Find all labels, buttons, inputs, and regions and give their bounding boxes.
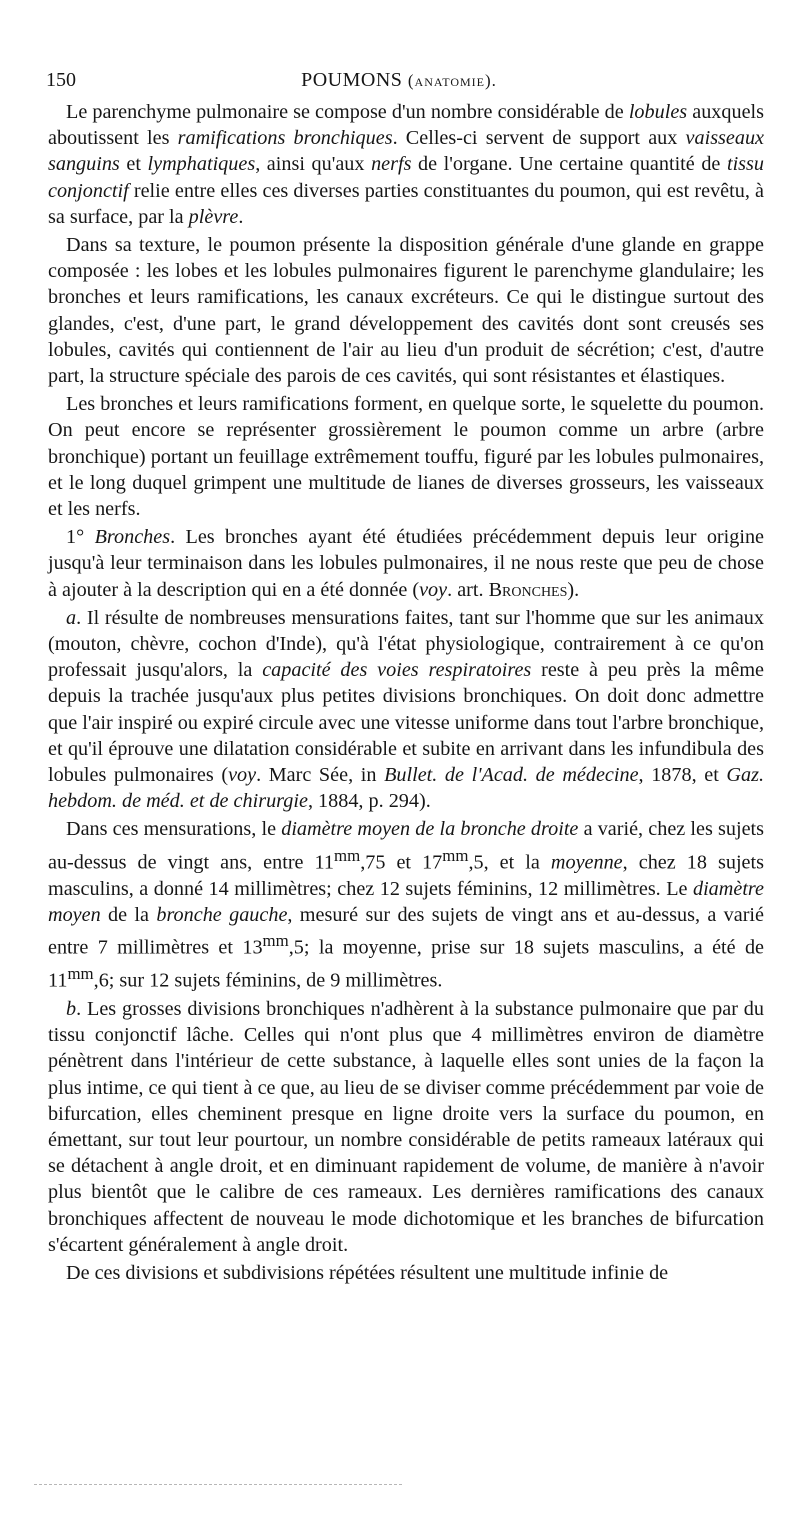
italic-term: vaisseaux sanguins [48,127,765,176]
text-run: relie entre elles ces diverses parties constituantes du poumon, qui est revêtu, à sa surface, par la [48,179,764,228]
text-run: ,75 et 17 [360,851,443,874]
item-letter: b [66,997,77,1020]
paragraph-diametres [48,816,764,993]
italic-term: voy [228,764,257,787]
text-run: . Les bronches ayant été étudiées précédemment depuis leur origine jusqu'à leur terminaison dans les lobules pulmonaires, il ne nous reste que peu de chose à ajouter à la description qui en a été donnée ( [48,526,764,601]
main-text [48,99,764,1288]
paragraph-parenchyme [48,99,764,230]
paragraph-b-divisions [48,996,764,1258]
paragraph-bronches [48,524,764,603]
text-run: ,6; sur 12 sujets féminins, de 9 millimètres. [93,969,443,992]
cross-reference: Bronches [488,578,568,601]
italic-term: nerfs [371,153,412,176]
text-run: . Celles-ci servent de support aux [392,127,686,150]
text-run: . Il résulte de nombreuses mensurations faites, tant sur l'homme que sur les animaux (mouton, chèvre, cochon d'Inde), qu'à l'état physiologique, contrairement à ce qu'on professait jusqu'alors, la [48,606,764,682]
paragraph-squelette: Les bronches et leurs ramifications forment, en quelque sorte, le squelette du poumon. On peut encore se représenter grossièrement le poumon comme un arbre (arbre bronchique) portant un feuillage extrêmement touffu, figuré par les lobules pulmonaires, et le long duquel grimpent une multitude de lianes de diverses grosseurs, les vaisseaux et les nerfs. [48,393,764,521]
text-run: , 1884, p. 294). [307,790,431,813]
italic-term: voy [419,578,448,601]
italic-term: capacité des voies respiratoires [262,659,532,682]
running-title-section: (anatomie). [407,71,497,90]
running-title-main: POUMONS [301,69,403,91]
bottom-rule [34,1484,402,1485]
italic-term: tissu conjonctif [48,153,764,202]
text-run: . [238,205,244,228]
page-number: 150 [46,69,76,91]
italic-term: lymphatiques [147,153,256,176]
citation-title: Gaz. hebdom. de méd. et de chirurgie [48,764,764,813]
italic-term: bronche gauche [156,903,288,926]
unit-superscript: mm [67,963,94,983]
text-run: a varié, chez les sujets au-dessus de vingt ans, entre 11 [48,818,764,874]
text-run: , mesuré sur des sujets de vingt ans et au-dessus, a varié entre 7 millimètres et 13 [48,903,764,959]
section-heading: Bronches [94,526,171,549]
unit-superscript: mm [442,845,469,865]
text-run: ,5; la moyenne, prise sur 18 sujets masculins, a été de 11 [48,936,764,992]
text-run: ). [567,578,580,601]
text-run: . Marc Sée, in [256,764,385,787]
text-run: , 1878, et [638,764,727,787]
text-run: Dans ces mensurations, le [66,818,282,841]
text-run: . Les grosses divisions bronchiques n'adhèrent à la substance pulmonaire que par du tissu conjonctif lâche. Celles qui n'ont plus que 4 millimètres environ de diamètre pénètrent dans l'intérieur de cette substance, à laquelle elles sont unies de la façon la plus intime, ce qui tient à ce que, au lieu de se diviser comme précédemment par voie de bifurcation, elles cheminent presque en ligne droite vers la surface du poumon, en émettant, sur tout leur pourtour, un nombre considérable de petits rameaux latéraux qui se détachent à angle droit, et en diminuant rapidement de volume, de manière à n'avoir plus bientôt que le calibre de ces rameaux. Les dernières ramifications des canaux bronchiques affectent de nouveau le mode dichotomique et les branches de bifurcation s'écartent généralement à angle droit. [48,997,764,1256]
paragraph-subdivisions: De ces divisions et subdivisions répétées résultent une multitude infinie de [66,1261,669,1284]
unit-superscript: mm [334,845,361,865]
text-run: auxquels aboutissent les [48,101,764,150]
citation-title: Bullet. de l'Acad. de médecine [384,764,639,787]
text-run: , ainsi qu'aux [255,153,372,176]
paragraph-texture: Dans sa texture, le poumon présente la disposition générale d'une glande en grappe composée : les lobes et les lobules pulmonaires figurent le parenchyme glandulaire; les bronches et leurs ramifications, les canaux excréteurs. Ce qui le distingue surtout des glandes, c'est, d'une part, le grand développement des cavités dont sont creusés ses lobules, cavités qui contiennent de l'air au lieu d'un produit de sécrétion; c'est, d'autre part, la structure spéciale des parois de ces cavités, qui sont résistantes et élastiques. [48,234,764,388]
running-title [46,66,752,95]
text-run: Le parenchyme pulmonaire se compose d'un nombre considérable de [66,101,629,123]
unit-superscript: mm [262,931,289,951]
italic-term: ramifications bronchiques [177,127,393,150]
text-run: de la [100,903,157,926]
text-run: de l'organe. Une certaine quantité de [411,153,727,176]
italic-term: diamètre moyen de la bronche droite [281,818,579,841]
text-run: ,5, et la [468,851,551,874]
page-header [46,66,752,94]
item-letter: a [66,606,77,629]
italic-term: moyenne [550,851,623,874]
text-run: reste à peu près la même depuis la trachée jusqu'aux plus petites divisions bronchiques. On doit donc admettre que l'air inspiré ou expiré circule avec une vitesse uniforme dans tout l'arbre bronchique, et qu'il éprouve une dilatation considérable et subite en arrivant dans les infundibula des lobules pulmonaires ( [48,659,764,787]
text-run: . art. [447,578,489,601]
section-number: 1° [66,526,85,549]
text-run: , chez 18 sujets masculins, a donné 14 millimètres; chez 12 sujets féminins, 12 millimètres. Le [48,851,764,900]
italic-term: lobules [628,101,688,123]
italic-term: plèvre [188,205,239,228]
italic-term: diamètre moyen [48,877,764,926]
text-run: et [119,153,148,176]
paragraph-a-mensurations [48,605,764,815]
